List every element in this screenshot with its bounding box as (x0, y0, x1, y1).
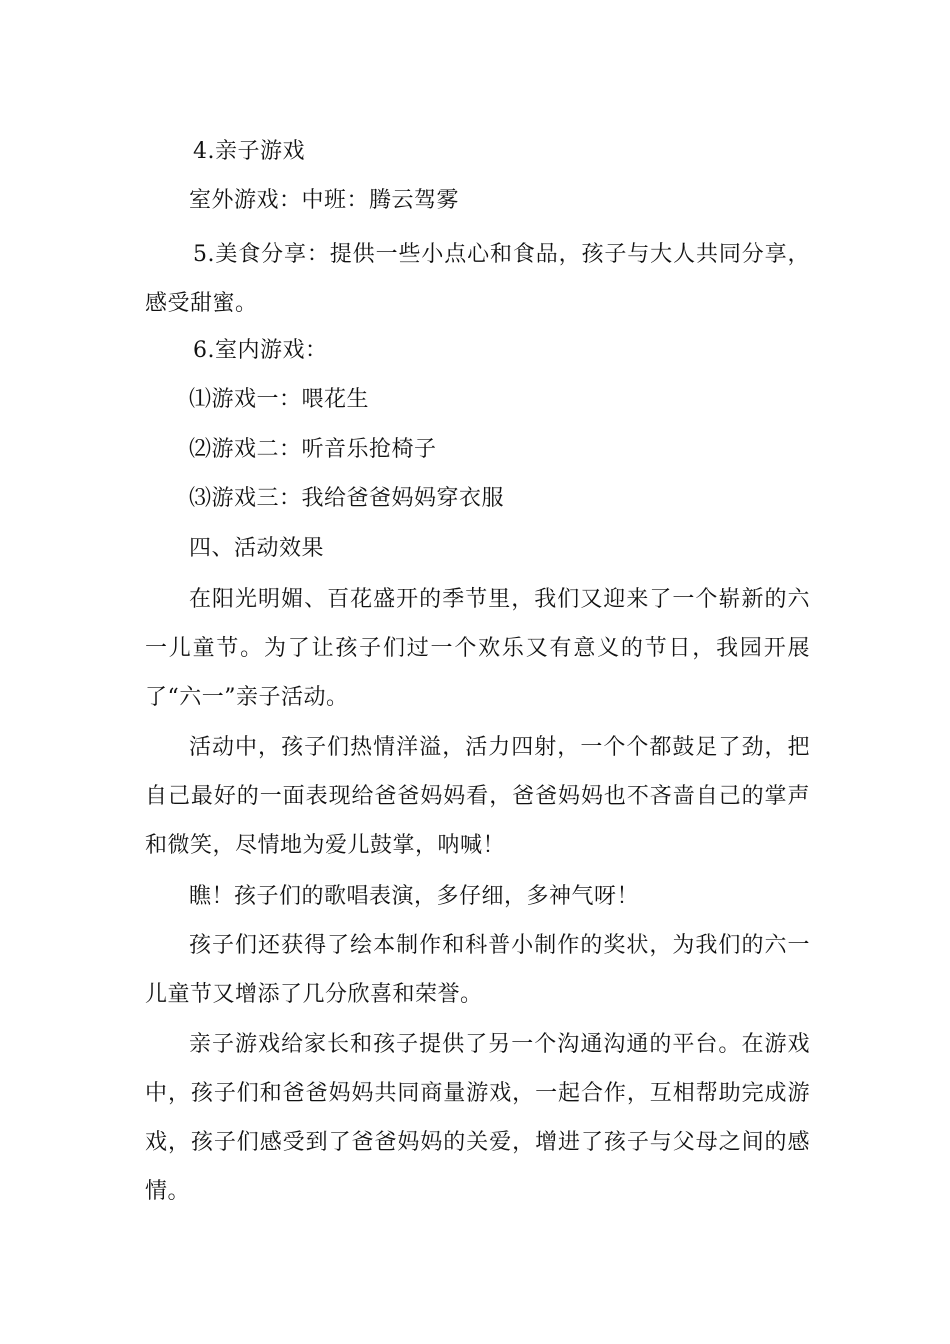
game-3-line: ⑶游戏三：我给爸爸妈妈穿衣服 (189, 486, 505, 511)
section-6-title: 6.室内游戏： (193, 338, 328, 363)
body-paragraph: 孩子们还获得了绘本制作和科普小制作的奖状，为我们的六一儿童节又增添了几分欣喜和荣誉。 (145, 933, 810, 1007)
section-4-title: 4.亲子游戏 (193, 139, 305, 164)
game-2-line: ⑵游戏二：听音乐抢椅子 (189, 437, 437, 462)
section-heading-activity-effect: 四、活动效果 (189, 536, 325, 561)
body-paragraph: 活动中，孩子们热情洋溢，活力四射，一个个都鼓足了劲，把自己最好的一面表现给爸爸妈妈看，爸爸妈妈也不吝啬自己的掌声和微笑，尽情地为爱儿鼓掌，呐喊！ (145, 735, 810, 858)
body-paragraph: 亲子游戏给家长和孩子提供了另一个沟通沟通的平台。在游戏中，孩子们和爸爸妈妈共同商量游戏，一起合作，互相帮助完成游戏，孩子们感受到了爸爸妈妈的关爱，增进了孩子与父母之间的感情。 (145, 1032, 810, 1204)
body-paragraph: 瞧！孩子们的歌唱表演，多仔细，多神气呀！ (189, 884, 640, 909)
body-paragraph: 在阳光明媚、百花盛开的季节里，我们又迎来了一个崭新的六一儿童节。为了让孩子们过一个欢乐又有意义的节日，我园开展了“六一”亲子活动。 (145, 587, 810, 710)
outdoor-game-line: 室外游戏：中班：腾云驾雾 (189, 188, 460, 213)
game-1-line: ⑴游戏一：喂花生 (189, 387, 370, 412)
section-5-paragraph: 5.美食分享：提供一些小点心和食品，孩子与大人共同分享，感受甜蜜。 (145, 242, 810, 316)
